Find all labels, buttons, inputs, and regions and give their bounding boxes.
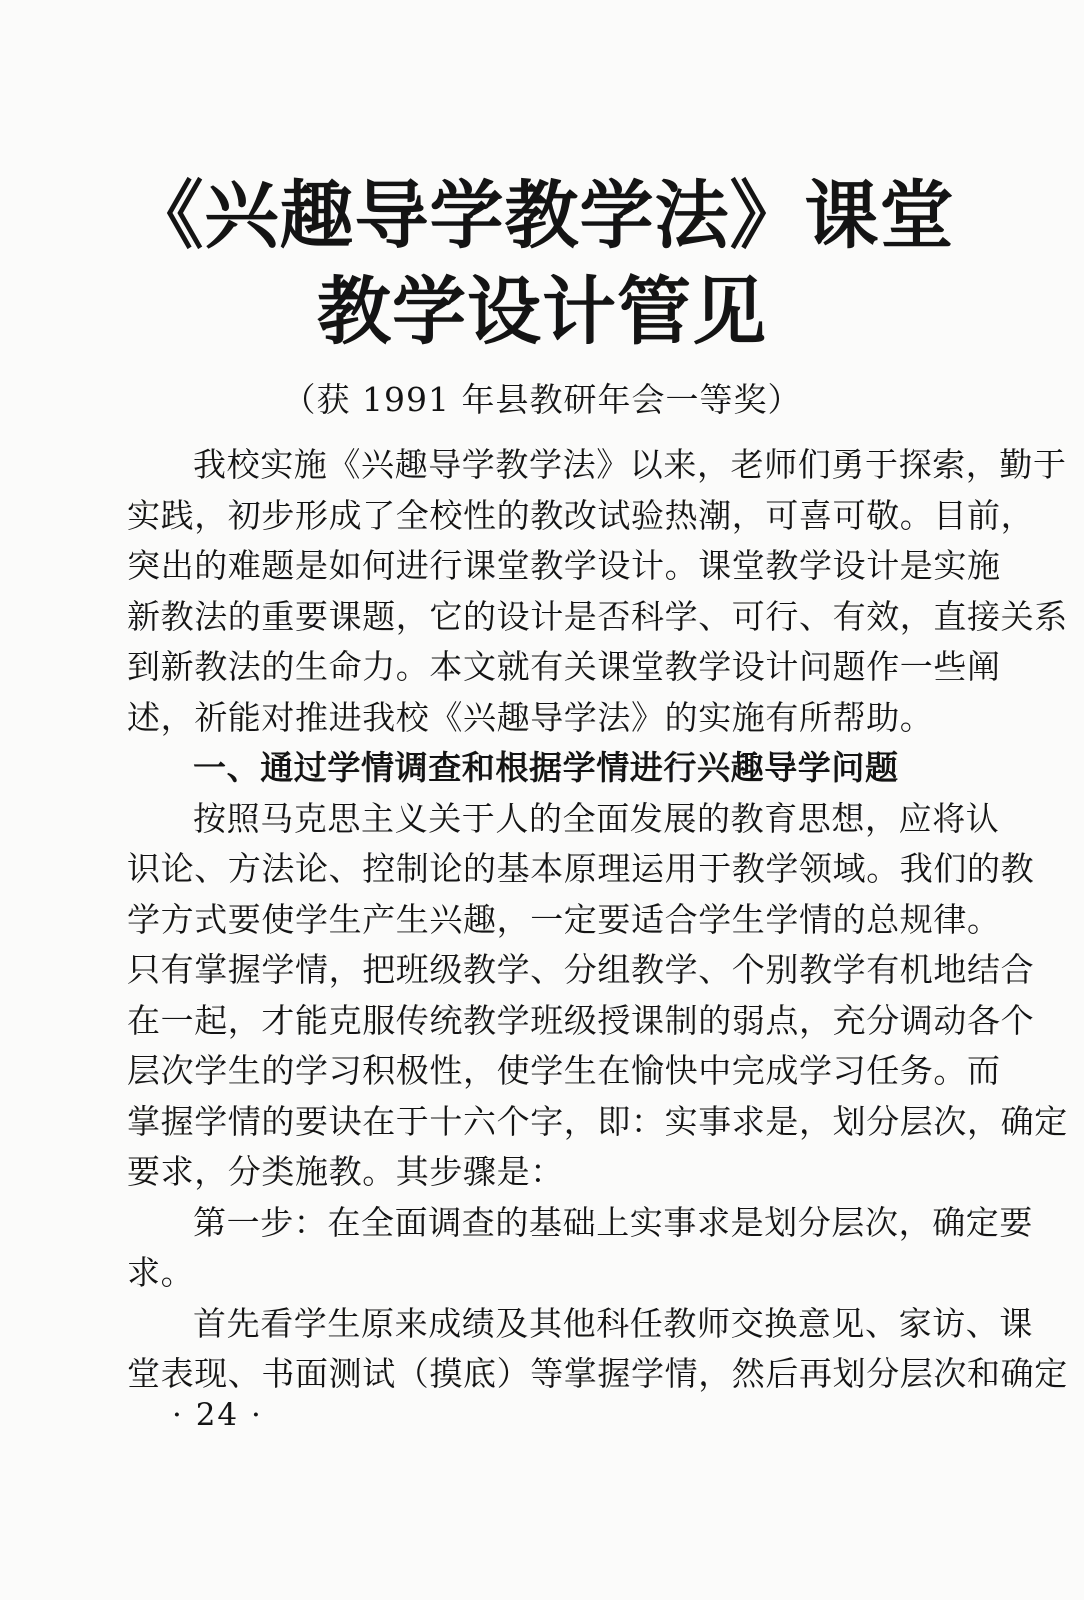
title-line-1: 《兴趣导学教学法》课堂 [129, 173, 955, 259]
body-line: 我校实施《兴趣导学教学法》以来，老师们勇于探索，勤于 [193, 445, 1067, 484]
article-body [127, 440, 1068, 1400]
body-line: 求。 [127, 1253, 195, 1292]
body-line: 掌握学情的要诀在于十六个字，即：实事求是，划分层次，确定 [127, 1101, 1068, 1141]
body-line: 层次学生的学习积极性，使学生在愉快中完成学习任务。而 [127, 1051, 1001, 1090]
body-line: 要求，分类施教。其步骤是： [127, 1152, 564, 1191]
body-line: 堂表现、书面测试（摸底）等掌握学情，然后再划分层次和确定 [127, 1354, 1068, 1393]
body-line: 学方式要使学生产生兴趣，一定要适合学生学情的总规律。 [127, 899, 1001, 939]
body-line: 在一起，才能克服传统教学班级授课制的弱点，充分调动各个 [127, 1000, 1035, 1040]
body-line: 只有掌握学情，把班级教学、分组教学、个别教学有机地结合 [127, 950, 1035, 989]
section-heading: 一、通过学情调查和根据学情进行兴趣导学问题 [193, 748, 899, 787]
title-line-2: 教学设计管见 [317, 269, 767, 355]
body-line: 首先看学生原来成绩及其他科任教师交换意见、家访、课 [193, 1303, 1033, 1343]
body-line: 识论、方法论、控制论的基本原理运用于教学领域。我们的教 [127, 849, 1035, 888]
body-line: 实践，初步形成了全校性的教改试验热潮，可喜可敬。目前， [127, 495, 1035, 535]
body-line: 新教法的重要课题，它的设计是否科学、可行、有效，直接关系 [127, 596, 1068, 636]
body-line: 述，祈能对推进我校《兴趣导学法》的实施有所帮助。 [127, 697, 934, 737]
body-line: 突出的难题是如何进行课堂教学设计。课堂教学设计是实施 [127, 546, 1001, 585]
article-title [0, 168, 1084, 360]
award-note: （获 1991 年县教研年会一等奖） [282, 380, 802, 419]
body-line: 第一步：在全面调查的基础上实事求是划分层次，确定要 [193, 1202, 1033, 1242]
body-line: 按照马克思主义关于人的全面发展的教育思想，应将认 [193, 798, 1000, 838]
body-line: 到新教法的生命力。本文就有关课堂教学设计问题作一些阐 [127, 647, 1001, 686]
page-number: · 24 · [172, 1397, 263, 1433]
